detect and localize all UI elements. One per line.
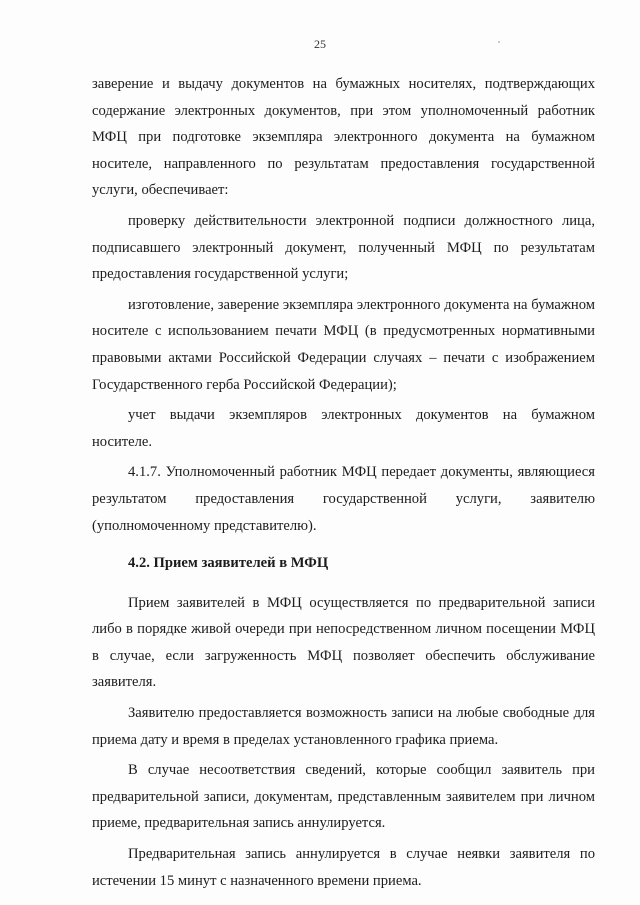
paragraph-4-1-7: 4.1.7. Уполномоченный работник МФЦ передает документы, являющиеся результатом предоставления государственной услуги, заявителю (уполномоченному представителю). xyxy=(92,464,595,534)
paragraph-signature-check: проверку действительности электронной подписи должностного лица, подписавшего электронный документ, полученный МФЦ по результатам предоставления государственной услуги; xyxy=(92,212,595,283)
paragraph-accounting: учет выдачи экземпляров электронных документов на бумажном носителе. xyxy=(92,407,595,450)
document-body xyxy=(92,71,595,894)
page-number: 25 xyxy=(314,37,326,51)
scan-speck xyxy=(498,41,500,43)
paragraph-reception: Прием заявителей в МФЦ осуществляется по предварительной записи либо в порядке живой очереди при непосредственном личном посещении МФЦ в случае, если загруженность МФЦ позволяет обеспечить обслуживание заявителя. xyxy=(92,594,595,691)
paragraph-paper-copy: изготовление, заверение экземпляра электронного документа на бумажном носителе с использованием печати МФЦ (в предусмотренных нормативными правовыми актами Российской Федерации случаях – печати с изображением Государственного герба Российской Федерации); xyxy=(92,296,595,393)
paragraph-continuation: заверение и выдачу документов на бумажных носителях, подтверждающих содержание электронных документов, при этом уполномоченный работник МФЦ при подготовке экземпляра электронного документа на бумажном носителе, направленного по результатам предоставления государственной услуги, обеспечивает: xyxy=(92,76,595,199)
paragraph-no-show: Предварительная запись аннулируется в случае неявки заявителя по истечении 15 минут с назначенного времени приема. xyxy=(92,846,595,889)
paragraph-mismatch: В случае несоответствия сведений, которые сообщил заявитель при предварительной записи, документам, представленным заявителем при личном приеме, предварительная запись аннулируется. xyxy=(92,762,595,832)
section-heading: 4.2. Прием заявителей в МФЦ xyxy=(128,555,329,572)
paragraph-booking: Заявителю предоставляется возможность записи на любые свободные для приема дату и время в пределах установленного графика приема. xyxy=(92,705,595,748)
